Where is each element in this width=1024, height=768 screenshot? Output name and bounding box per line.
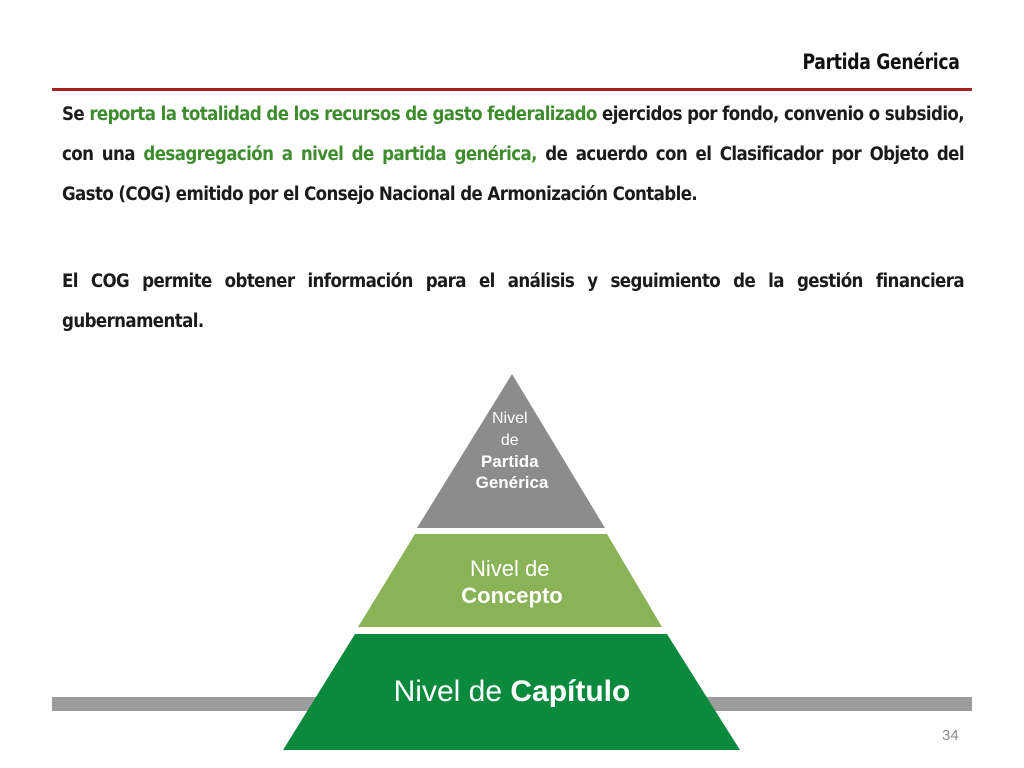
tier-middle-label-1: Nivel de: [470, 556, 550, 581]
highlight-partida-generica: desagregación a nivel de partida genérica,: [143, 144, 537, 165]
svg-text:Nivel de Capítulo: [394, 675, 631, 708]
paragraph-text: de acuerdo con el Clasificador por Objeto del Gasto (COG) emitido por el Consejo Nacional de Armonización Contable.: [62, 144, 964, 205]
page-number: 34: [942, 727, 959, 744]
paragraph-cog: El COG permite obtener información para el análisis y seguimiento de la gestión financiera gubernamental.: [62, 271, 964, 332]
tier-bottom-label-prefix: Nivel de: [393, 675, 511, 708]
paragraph-text: Se: [62, 104, 90, 125]
tier-top-label-4: Genérica: [475, 473, 549, 492]
pyramid-tier-partida-generica: [417, 374, 605, 528]
tier-middle-label-2: Concepto: [461, 583, 563, 608]
paragraph-text: ejercidos por fondo, convenio o subsidio, con una: [62, 104, 964, 165]
tier-bottom-label-bold: Capítulo: [510, 675, 631, 708]
highlight-total-resources: reporta la totalidad de los recursos de gasto federalizado: [89, 104, 597, 125]
tier-top-label-2: de: [500, 432, 519, 449]
tier-top-label-3: Partida: [480, 452, 539, 471]
tier-top-label-1: Nivel: [491, 410, 528, 427]
slide-title: Partida Genérica: [802, 50, 960, 74]
